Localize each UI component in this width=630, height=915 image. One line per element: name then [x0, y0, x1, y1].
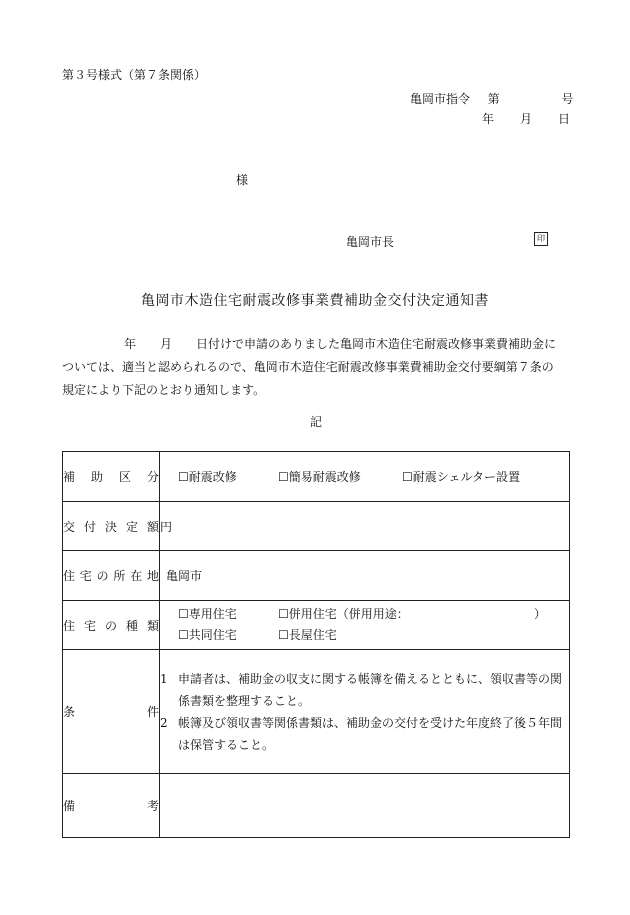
label-location	[63, 551, 160, 601]
checkbox-heiyo-jutaku[interactable]: ☐併用住宅（併用用途：	[278, 607, 409, 621]
condition-number: 1	[160, 671, 168, 686]
label-char: 定	[125, 519, 138, 534]
label-char: 分	[146, 470, 159, 484]
label-amount	[63, 502, 160, 551]
form-number: 第３号様式（第７条関係）	[62, 68, 207, 82]
label-char: 住	[63, 569, 76, 583]
remarks-field[interactable]	[160, 774, 570, 838]
label-conditions	[63, 650, 160, 774]
label-char: 宅	[83, 618, 96, 633]
label-remarks	[63, 774, 160, 838]
label-char: 額	[146, 519, 159, 534]
row-remarks	[63, 774, 570, 838]
doc-number-dai: 第	[487, 92, 500, 106]
label-char: 区	[118, 470, 131, 484]
label-char: 所	[113, 569, 126, 583]
condition-item	[160, 668, 569, 712]
checkbox-kan-i-taishin[interactable]: ☐簡易耐震改修	[278, 470, 361, 484]
amount-field[interactable]	[160, 502, 570, 551]
checkbox-taishin-kaishu[interactable]: ☐耐震改修	[178, 470, 237, 484]
label-char: 宅	[79, 569, 92, 583]
checkbox-senyo-jutaku[interactable]: ☐専用住宅	[178, 607, 237, 621]
addressee-honorific: 様	[236, 173, 249, 187]
date-day: 日	[558, 112, 571, 126]
checkbox-kyodo-jutaku[interactable]: ☐共同住宅	[178, 628, 237, 642]
body-line-1: 年 月 日付けで申請のありました亀岡市木造住宅耐震改修事業費補助金に	[124, 337, 557, 351]
date-year: 年	[482, 112, 495, 126]
label-char: 決	[104, 519, 117, 534]
row-location	[63, 551, 570, 601]
date-month: 月	[520, 112, 533, 126]
body-line-2: ついては、適当と認められるので、亀岡市木造住宅耐震改修事業費補助金交付要綱第７条の	[62, 360, 554, 374]
notice-body	[62, 333, 582, 402]
condition-number: 2	[160, 715, 168, 730]
condition-text: 帳簿及び領収書等関係書類は、補助金の交付を受けた年度終了後５年間は保管すること。	[178, 715, 563, 752]
subsidy-type-options	[160, 452, 570, 502]
checkbox-nagaya-jutaku[interactable]: ☐長屋住宅	[278, 628, 337, 642]
decision-table	[62, 451, 570, 838]
body-line-3: 規定により下記のとおり通知します。	[62, 383, 266, 397]
location-value: 亀岡市	[166, 569, 203, 583]
issue-date	[482, 110, 570, 127]
amount-unit: 円	[160, 519, 173, 534]
close-paren: ）	[534, 607, 547, 621]
sender-title: 亀岡市長	[346, 235, 395, 249]
label-char: 類	[146, 618, 159, 633]
label-char: の	[96, 569, 109, 583]
conditions-text	[160, 650, 570, 774]
label-char: 補	[63, 470, 76, 484]
label-subsidy-type	[63, 452, 160, 502]
ki-heading: 記	[310, 415, 323, 429]
label-char: 交	[63, 519, 76, 534]
label-char: 住	[63, 618, 76, 633]
seal-mark: 印	[534, 232, 548, 246]
label-char: 在	[130, 569, 143, 583]
condition-item	[160, 712, 569, 756]
document-title: 亀岡市木造住宅耐震改修事業費補助金交付決定通知書	[141, 293, 489, 309]
label-char: の	[104, 618, 117, 633]
location-field[interactable]	[160, 551, 570, 601]
label-char: 件	[146, 705, 159, 719]
label-char: 種	[125, 618, 138, 633]
label-char: 備	[63, 799, 76, 813]
row-conditions	[63, 650, 570, 774]
document-number	[410, 90, 573, 107]
row-amount	[63, 502, 570, 551]
label-house-type	[63, 601, 160, 650]
label-char: 地	[146, 569, 159, 583]
house-type-options	[160, 601, 570, 650]
label-char: 条	[63, 705, 76, 719]
label-char: 付	[83, 519, 96, 534]
doc-number-go: 号	[561, 92, 574, 106]
row-house-type	[63, 601, 570, 650]
label-char: 考	[146, 799, 159, 813]
row-subsidy-type	[63, 452, 570, 502]
label-char: 助	[90, 470, 103, 484]
checkbox-shelter[interactable]: ☐耐震シェルター設置	[402, 470, 521, 484]
doc-number-prefix: 亀岡市指令	[410, 92, 471, 106]
condition-text: 申請者は、補助金の収支に関する帳簿を備えるとともに、領収書等の関係書類を整理すること。	[178, 671, 563, 708]
